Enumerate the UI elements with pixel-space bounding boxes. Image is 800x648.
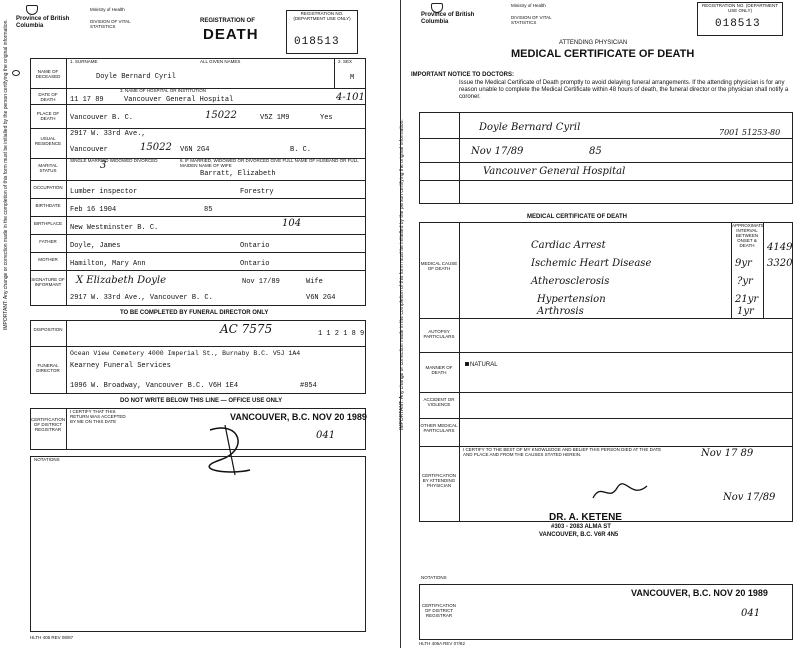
- birthdate-value: Feb 16 1904: [70, 206, 117, 214]
- attended-date: Nov 17 89: [701, 448, 754, 459]
- inside-limits-value: Yes: [320, 114, 333, 122]
- informant-address: 2917 W. 33rd Ave., Vancouver B. C.: [70, 294, 213, 302]
- disposition-label: DISPOSITION: [33, 327, 63, 332]
- occupation-label: OCCUPATION: [33, 185, 63, 190]
- office-header: DO NOT WRITE BELOW THIS LINE — OFFICE USE ONLY: [120, 398, 283, 404]
- birthdate-label: BIRTHDATE: [35, 203, 61, 208]
- interval-c: ?yr: [737, 276, 753, 287]
- informant-postal: V6N 2G4: [306, 294, 336, 302]
- cause-b: Ischemic Heart Disease: [531, 258, 652, 269]
- attending-label: ATTENDING PHYSICIAN: [559, 40, 628, 46]
- sex-label: 2. SEX: [338, 59, 353, 64]
- marital-status-label: MARITAL STATUS: [38, 163, 58, 173]
- usual-residence-label: USUAL RESIDENCE: [34, 136, 62, 146]
- date-of-death: Nov 17/89: [471, 146, 524, 157]
- reg-number: 018513: [294, 36, 340, 48]
- form-title-small: REGISTRATION OF: [200, 18, 255, 24]
- cert-registrar-label: CERTIFICATION OF DISTRICT REGISTRAR: [421, 603, 457, 618]
- deceased-name: Doyle Bernard Cyril: [96, 73, 176, 81]
- mother-birthplace-value: Ontario: [240, 260, 270, 268]
- informant-signature: X Elizabeth Doyle: [76, 275, 166, 286]
- registrar-stamp: VANCOUVER, B.C. NOV 20 1989: [631, 588, 768, 598]
- office-code-a: 4149: [767, 242, 793, 253]
- medical-header: MEDICAL CERTIFICATE OF DEATH: [527, 214, 627, 220]
- cert-text: I CERTIFY TO THE BEST OF MY KNOWLEDGE AND BELIEF THIS PERSON DIED AT THE DATE AND PLACE AND FROM THE CAUSES STATED HEREIN.: [463, 447, 662, 457]
- medical-certificate-form: [400, 0, 800, 648]
- division-label: DIVISION OF VITAL STATISTICS: [90, 19, 131, 29]
- death-city-value: Vancouver B. C.: [70, 114, 134, 122]
- notice-label: IMPORTANT NOTICE TO DOCTORS:: [411, 72, 514, 78]
- reg-number: 018513: [715, 18, 761, 30]
- cause-label: MEDICAL CAUSE OF DEATH: [420, 261, 458, 271]
- interval-d: 21yr: [735, 294, 759, 305]
- bc-crest-icon: [26, 5, 38, 15]
- age-value: 85: [204, 206, 213, 214]
- certificate-title: MEDICAL CERTIFICATE OF DEATH: [511, 48, 695, 60]
- given-names-label: ALL GIVEN NAMES: [200, 59, 241, 64]
- side-note: IMPORTANT: Any change or correction made in the completion of this form must be initialled by the person certifying the original information.: [399, 119, 405, 430]
- funeral-director-value: Kearney Funeral Services: [70, 362, 171, 370]
- sex-value: M: [350, 74, 355, 82]
- other-particulars-label: OTHER MEDICAL PARTICULARS: [420, 423, 458, 433]
- cause-a: Cardiac Arrest: [531, 240, 606, 251]
- surname-label: 1. SURNAME: [70, 59, 98, 64]
- residence-province-value: B. C.: [290, 146, 312, 154]
- director-header: TO BE COMPLETED BY FUNERAL DIRECTOR ONLY: [120, 310, 269, 316]
- province-label: Province of British Columbia: [421, 12, 475, 25]
- hospital-value: Vancouver General Hospital: [483, 166, 626, 177]
- cause-d: Hypertension: [537, 294, 606, 305]
- father-name-value: Doyle, James: [70, 242, 121, 250]
- residence-code-handwritten: 15022: [140, 142, 172, 153]
- punch-hole-icon: [12, 70, 20, 76]
- industry-value: Forestry: [240, 188, 274, 196]
- cemetery-value: Ocean View Cemetery 4000 Imperial St., Burnaby B.C. V5J 1A4: [70, 350, 301, 357]
- manner-label: MANNER OF DEATH: [425, 365, 453, 375]
- province-label: Province of British Columbia: [16, 16, 70, 29]
- occupation-value: Lumber inspector: [70, 188, 138, 196]
- mother-label: MOTHER: [38, 257, 58, 262]
- cert-registrar-label: CERTIFICATION OF DISTRICT REGISTRAR: [31, 417, 66, 432]
- date-of-death-value: 11 17 89: [70, 96, 104, 104]
- form-title-big: DEATH: [203, 26, 259, 43]
- interval-e: 1yr: [737, 306, 754, 317]
- residence-postal-value: V6N 2G4: [180, 146, 210, 154]
- reg-no-label: REGISTRATION NO. (DEPARTMENT USE ONLY): [701, 3, 778, 13]
- physician-address-1: #303 - 2083 ALMA ST: [551, 524, 611, 530]
- interval-label: APPROXIMATE INTERVAL BETWEEN ONSET & DEATH: [732, 223, 765, 248]
- funeral-number: #854: [300, 382, 317, 390]
- accident-label: ACCIDENT OR VIOLENCE: [423, 397, 455, 407]
- burial-date: 1 1 2 1 8 9: [318, 330, 365, 338]
- cert-text: I CERTIFY THAT THIS RETURN WAS ACCEPTED BY ME ON THIS DATE: [70, 409, 126, 424]
- autopsy-label: AUTOPSY PARTICULARS: [423, 329, 455, 339]
- date-signed: Nov 17/89: [723, 492, 776, 503]
- funeral-address: 1096 W. Broadway, Vancouver B.C. V6H 1E4: [70, 382, 239, 390]
- age-value: 85: [589, 146, 602, 157]
- registrar-code: 041: [741, 608, 761, 619]
- residence-street-value: 2917 W. 33rd Ave.,: [70, 130, 146, 138]
- notations-label: NOTATIONS: [421, 575, 447, 580]
- reg-no-label: REGISTRATION NO. (DEPARTMENT USE ONLY): [293, 11, 351, 21]
- father-birthplace-value: Ontario: [240, 242, 270, 250]
- phn-handwritten: 7001 51253-80: [719, 128, 781, 137]
- notations-section: [30, 456, 366, 632]
- certification-label: CERTIFICATION BY ATTENDING PHYSICIAN: [421, 473, 457, 488]
- spouse-label: 6. IF MARRIED, WIDOWED OR DIVORCED GIVE FULL NAME OF HUSBAND OR FULL MAIDEN NAME OF WIFE: [180, 158, 359, 168]
- hospital-value: Vancouver General Hospital: [124, 96, 234, 104]
- notations-label: NOTATIONS: [34, 457, 60, 462]
- interval-a: 9yr: [735, 258, 752, 269]
- marital-options: SINGLE MARRIED WIDOWED DIVORCED: [70, 158, 158, 163]
- registrar-code: 041: [316, 430, 336, 441]
- date-of-death-label: DATE OF DEATH: [38, 92, 58, 102]
- mother-name-value: Hamilton, Mary Ann: [70, 260, 146, 268]
- ministry-label: Ministry of Health: [90, 7, 125, 12]
- informant-date: Nov 17/89: [242, 278, 280, 286]
- marital-handwritten: 3: [100, 160, 107, 171]
- form-footer: HLTH 406A REV 07/82: [419, 641, 465, 646]
- city-code-handwritten: 15022: [205, 110, 237, 121]
- division-label: DIVISION OF VITAL STATISTICS: [511, 15, 552, 25]
- deceased-info-section: [419, 112, 793, 204]
- place-of-death-label: PLACE OF DEATH: [36, 111, 60, 121]
- manner-value: NATURAL: [465, 362, 498, 369]
- residence-city-value: Vancouver: [70, 146, 108, 154]
- relationship-value: Wife: [306, 278, 323, 286]
- office-code-b: 3320: [767, 258, 793, 269]
- name-label: NAME OF DECEASED: [35, 69, 61, 79]
- deceased-name: Doyle Bernard Cyril: [479, 122, 581, 133]
- registrar-stamp: VANCOUVER, B.C. NOV 20 1989: [230, 412, 367, 422]
- cause-c: Atherosclerosis: [531, 276, 610, 287]
- side-note: IMPORTANT: Any change or correction made in the completion of this form must be initialled by the person certifying the original information.: [3, 19, 9, 330]
- place-code-handwritten: 4-101: [336, 92, 365, 103]
- funeral-director-label: FUNERAL DIRECTOR: [36, 363, 60, 373]
- informant-label: SIGNATURE OF INFORMANT: [31, 277, 65, 287]
- ministry-label: Ministry of Health: [511, 3, 546, 8]
- birthplace-value: New Westminster B. C.: [70, 224, 159, 232]
- cause-e: Arthrosis: [537, 306, 584, 317]
- notice-text: Issue the Medical Certificate of Death promptly to avoid delaying funeral arrangements. If the attending physician is for any reason unable to complete the Medical Certificate within 48 hours of death, the funeral director or the physician shall notify a coroner.: [459, 80, 789, 100]
- spouse-value: Barratt, Elizabeth: [200, 170, 276, 178]
- physician-address-2: VANCOUVER, B.C. V6R 4N5: [539, 532, 619, 538]
- hospital-label: 3. NAME OF HOSPITAL OR INSTITUTION: [120, 88, 207, 93]
- birthplace-code-handwritten: 104: [282, 218, 302, 229]
- physician-name: DR. A. KETENE: [549, 512, 622, 523]
- father-label: FATHER: [39, 239, 57, 244]
- disposition-handwritten: AC 7575: [220, 322, 273, 336]
- form-footer: HLTH 406 REV 08/87: [30, 635, 74, 640]
- physician-signature-icon: [591, 480, 651, 504]
- birthplace-label: BIRTHPLACE: [33, 221, 63, 226]
- death-postal-value: V5Z 1M9: [260, 114, 290, 122]
